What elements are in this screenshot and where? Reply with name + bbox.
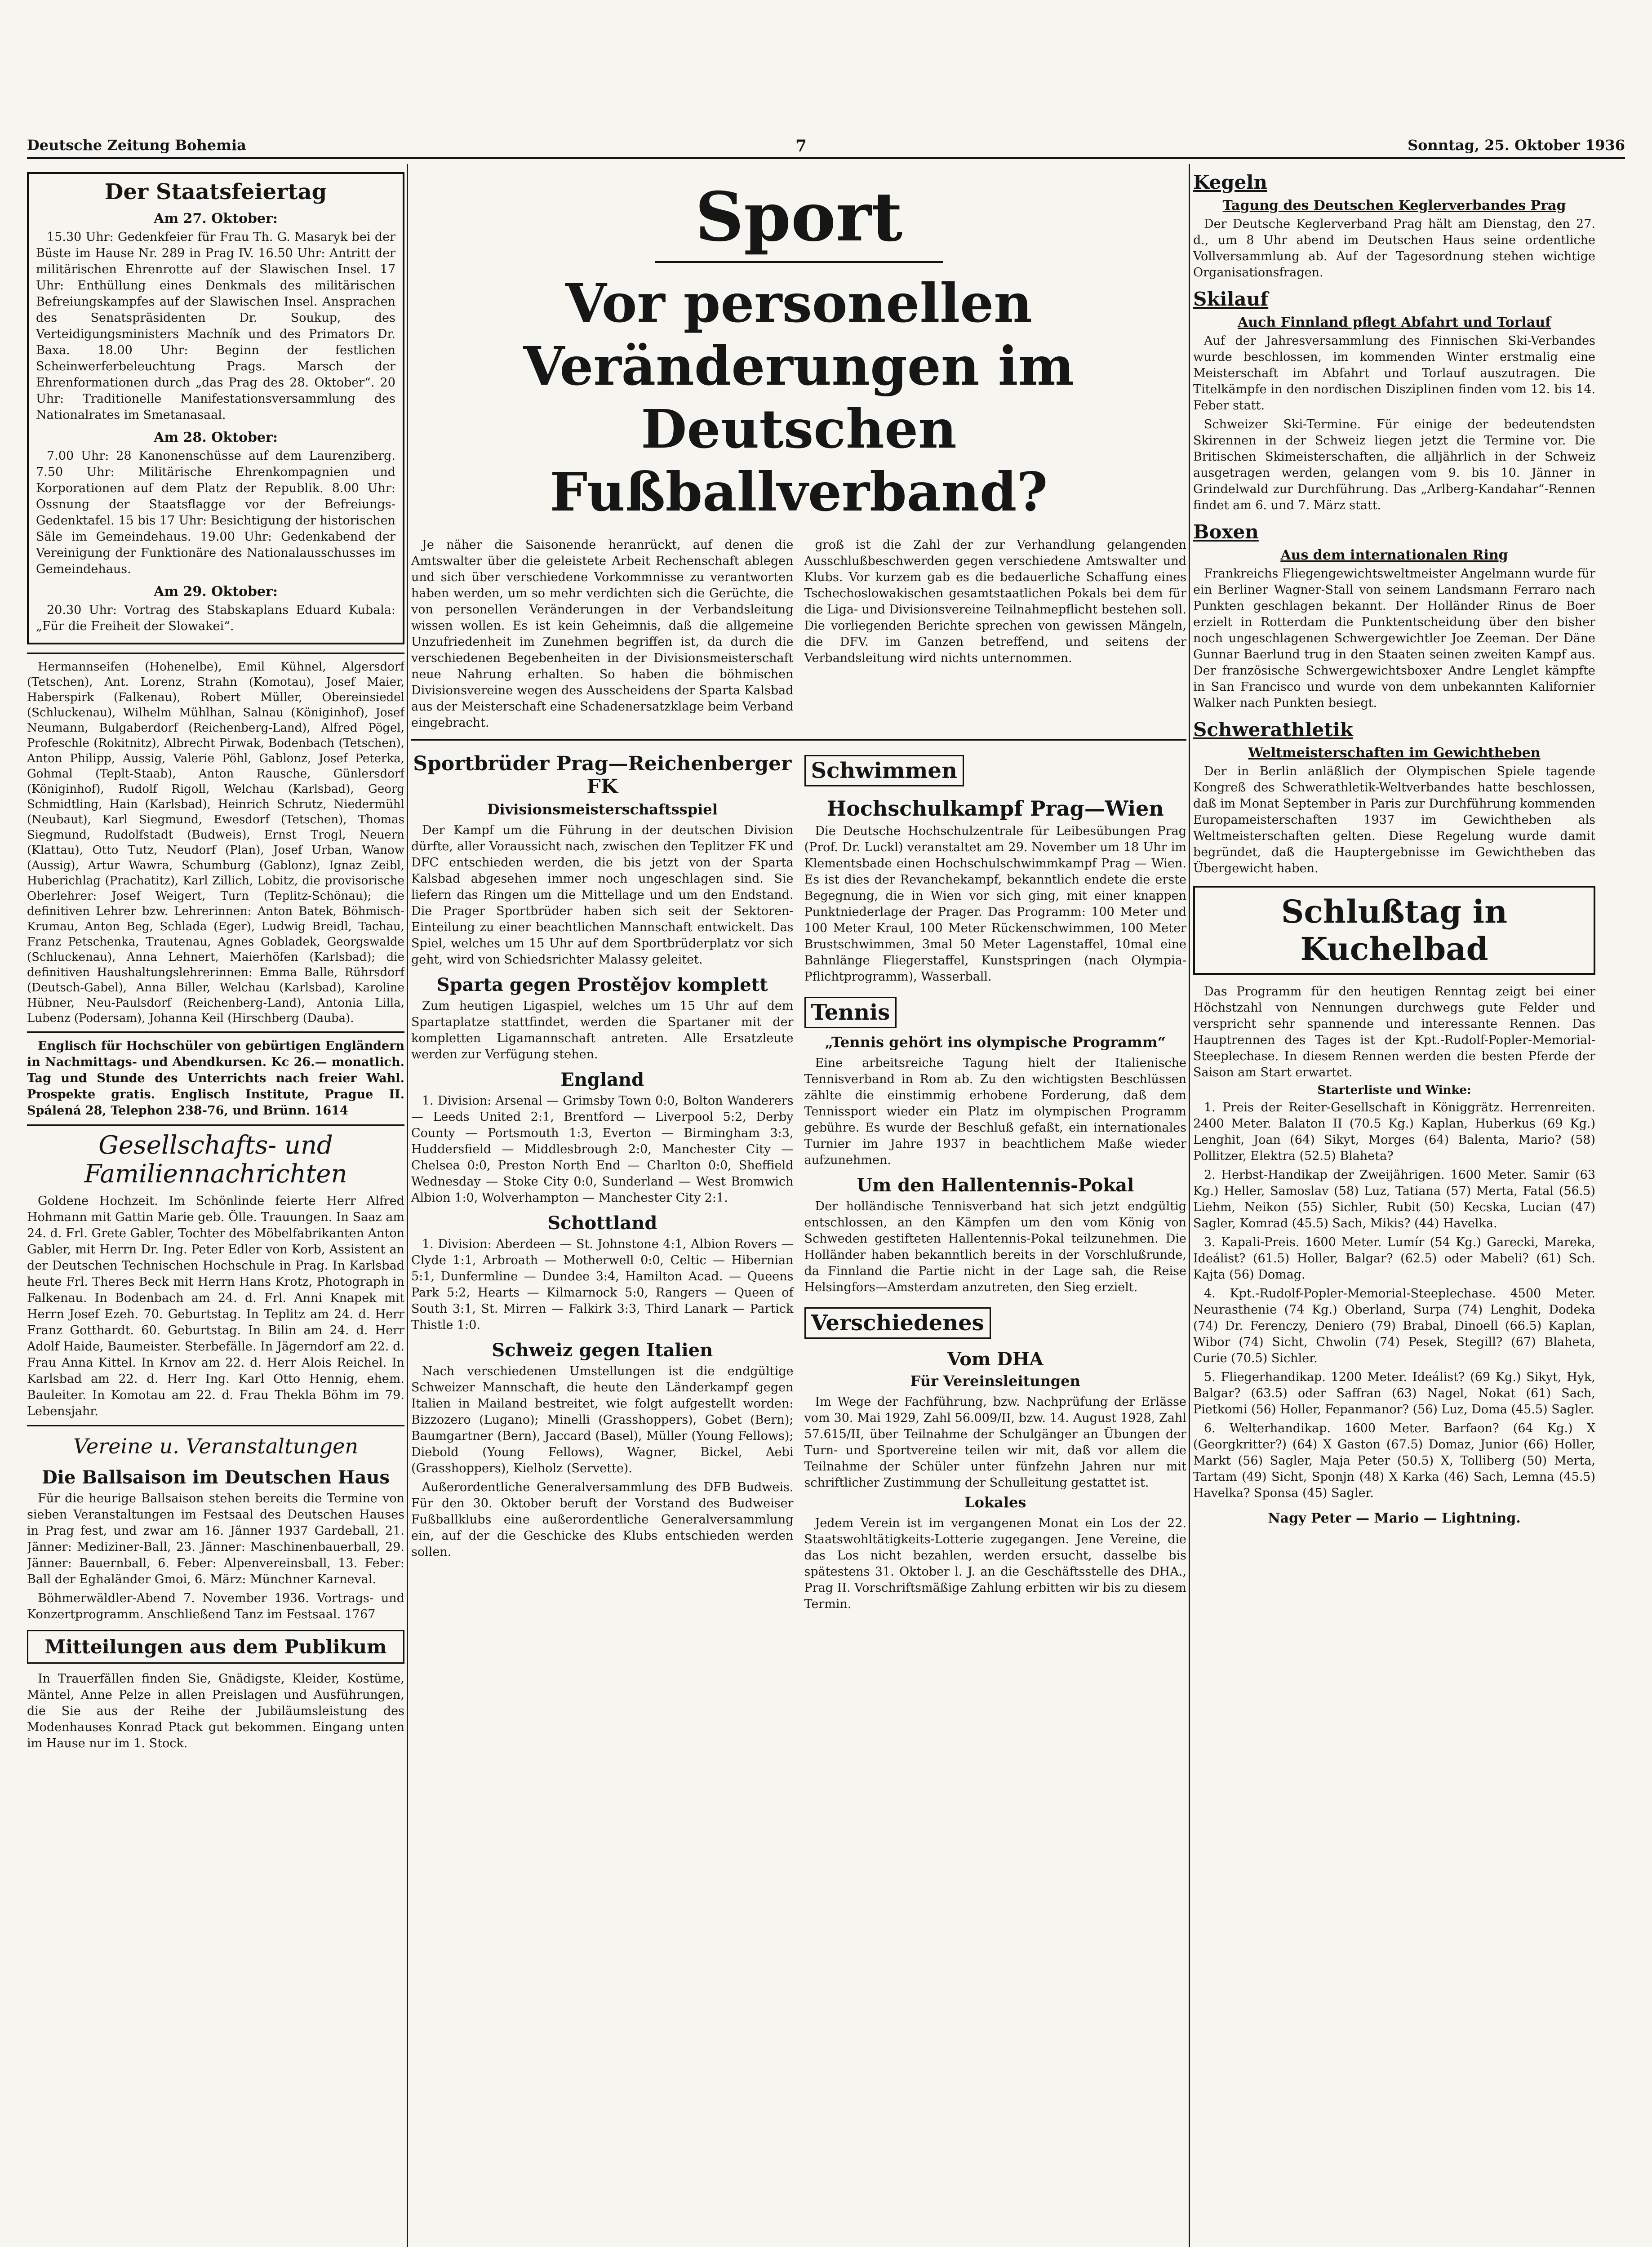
english-ad: Englisch für Hochschüler von gebürtigen Engländern in Nachmittags- und Abendkursen. Kc 26.— monatlich. Tag und Stunde des Unterrichts nach freier Wahl. Prospekte gratis. Englisch Institute, Prague II. Spálená 28, Telephon 238-76, und Brünn. 1614 — [27, 1039, 404, 1118]
race-line: 4. Kpt.-Rudolf-Popler-Memorial-Steeplechase. 4500 Meter. Neurasthenie (74 Kg.) Oberland, Surpa (74) Lenghit, Dodeka (74) Dr. Ferenczy, Deniero (79) Brabal, Dinoell (66.5) Kaplan, Wibor (74) Sicht, Chwolin (74) Pesek, Stegill? (67) Blaheta, Curie (70.5) Sichler. — [1193, 1287, 1595, 1365]
kegeln-title: Kegeln — [1193, 171, 1267, 193]
schottland-text: 1. Division: Aberdeen — St. Johnstone 4:1, Albion Rovers — Clyde 1:1, Arbroath — Motherwell 0:0, Celtic — Hibernian 5:1, Dunfermline — Dundee 3:4, Hamilton Acad. — Queens Park 5:2, Hearts — Kilmarnock 5:0, Rangers — Queen of South 3:1, St. Mirren — Falkirk 3:3, Third Lanark — Partick Thistle 1:0. — [411, 1237, 794, 1332]
teacher-list: Hermannseifen (Hohenelbe), Emil Kühnel, Algersdorf (Tetschen), Ant. Lorenz, Strahn (Komotau), Josef Maier, Haberspirk (Falkenau), Robert Müller, Obereinsiedel (Schluckenau), Wilhelm Mühlhan, Salnau (Königinhof), Josef Neumann, Bulgaberdorf (Reichenberg-Land), Alfred Pögel, Profeschle (Rokitnitz), Albrecht Pirwak, Bodenbach (Tetschen), Anton Philipp, Aussig, Valerie Pöhl, Gablonz, Josef Peterka, Gohmal (Teplt-Staab), Anton Rausche, Günlersdorf (Königinhof), Rudolf Rigoll, Welchau (Karlsbad), Georg Schmidtling, Hain (Karlsbad), Heinrich Schrutz, Niedermühl (Neubaut), Karl Siegmund, Ewesdorf (Tetschen), Thomas Siegmund, Rudolfstadt (Budweis), Ernst Trogl, Neuern (Klattau), Otto Tutz, Neudorf (Plan), Josef Urban, Wanow (Aussig), Artur Wawra, Schumburg (Gablonz), Ignaz Zeibl, Huberichlag (Prachatitz), Karl Zillich, Lobitz, die provisorische Oberlehrer: Josef Weigert, Turn (Teplitz-Schönau); die definitiven Lehrer bzw. Lehrerinnen: Anton Batek, Böhmisch-Krumau, Anton Beg, Schlada (Eger), Ludwig Breidl, Tachau, Franz Petschenka, Trautenau, Agnes Gobladek, Georgswalde (Schluckenau), Anna Lehnert, Maierhöfen (Karlsbad); die definitiven Haushaltungslehrerinnen: Emma Balle, Rührsdorf (Deutsch-Gabel), Anna Biller, Welchau (Karlsbad), Karoline Hübner, Neu-Paulsdorf (Reichenberg-Land), Antonia Lilla, Lubenz (Podersam), Johanna Keil (Hirschberg (Dauba). — [27, 660, 404, 1025]
column-divider-right — [1189, 164, 1190, 2247]
boehmerwald-text: Böhmerwäldler-Abend 7. November 1936. Vortrags- und Konzertprogramm. Anschließend Tanz im Festsaal. 1767 — [27, 1591, 404, 1621]
hochschul-title: Hochschulkampf Prag—Wien — [826, 796, 1164, 821]
kegeln-text: Der Deutsche Keglerverband Prag hält am Dienstag, den 27. d., um 8 Uhr abend im Deutschen Haus seine ordentliche Vollversammlung ab. Auf der Tagesordnung stehen wichtige Organisationsfragen. — [1193, 217, 1595, 280]
kuchelbad-box — [1193, 886, 1595, 975]
separator — [27, 1124, 404, 1126]
dha-sub: Für Vereinsleitungen — [910, 1372, 1080, 1390]
race-line: 1. Preis der Reiter-Gesellschaft in Königgrätz. Herrenreiten. 2400 Meter. Balaton II (70.5 Kg.) Kaplan, Huberkus (69 Kg.) Lenghit, Joan (64) Sikyt, Morges (64) Balenta, Mario? (58) Pollitzer, Elektra (52.5) Blaheta? — [1193, 1101, 1595, 1163]
lokales-text: Jedem Verein ist im vergangenen Monat ein Los der 22. Staatswohltätigkeits-Lotterie zugegangen. Jene Vereine, die das Los nicht bezahlen, werden ersucht, dasselbe bis spätestens 31. Oktober l. J. an die Geschäftsstelle des DHA., Prag II. Vorschriftsmäßige Zahlung erbitten wir bis zu diesem Termin. — [804, 1516, 1186, 1611]
lead-right: groß ist die Zahl der zur Verhandlung gelangenden Ausschlußbeschwerden gegen verschiedene Amtswalter und Klubs. Vor kurzem gab es die bedauerliche Schaffung eines Tschechoslowakischen gesamtstaatlichen Pokals bei dem für die Liga- und Divisionsvereine Teilnahmepflicht bestehen soll. Die vorliegenden Berichte sprechen von gewissen Mängeln, die DFV. im Ganzen betreffend, und seitens der Verbandsleitung wird nichts unternommen. — [804, 538, 1186, 665]
schwerathletik-sub: Weltmeisterschaften im Gewichtheben — [1248, 745, 1541, 761]
dha-text: Im Wege der Fachführung, bzw. Nachprüfung der Erlässe vom 30. Mai 1929, Zahl 56.009/II, bzw. 14. August 1928, Zahl 57.615/II, über Teilnahme der Schulgänger an Übungen der Turn- und Sportvereine teilen wir mit, daß vor allem die Teilnahme der Schüler unter fünfzehn Jahren nur mit schriftlicher Zustimmung der Schulleitung gestattet ist. — [804, 1395, 1186, 1490]
sportbrueder-sub: Divisionsmeisterschaftsspiel — [487, 801, 718, 818]
england-text: 1. Division: Arsenal — Grimsby Town 0:0, Bolton Wanderers — Leeds United 2:1, Brentford — Liverpool 5:2, Derby County — Portsmouth 1:3, Everton — Birmingham 3:3, Huddersfield — Middlesbrough 2:0, Manchester City — Chelsea 0:0, Preston North End — Charlton 0:0, Sheffield Wednesday — Stoke City 0:0, Sunderland — West Bromwich Albion 1:0, Wolverhampton — Manchester City 2:1. — [411, 1094, 794, 1205]
oct27-text: 15.30 Uhr: Gedenkfeier für Frau Th. G. Masaryk bei der Büste im Hause Nr. 289 in Prag IV. 16.50 Uhr: Antritt der militärischen Ehrenrotte auf der Slawischen Insel. 17 Uhr: Enthüllung eines Denkmals des militärischen Befreiungskampfes auf der Slawischen Insel. Ansprachen des Senatspräsidenten Dr. Soukup, des Verteidigungsministers Machník und des Primators Dr. Baxa. 18.00 Uhr: Beginn der festlichen Scheinwerferbeleuchtung Prags. Marsch der Ehrenformationen durch „das Prag des 28. Oktober“. 20 Uhr: Traditionelle Manifestationsversammlung des Nationalrates im Smetanasaal. — [36, 230, 395, 422]
sport-section — [411, 164, 1186, 2247]
mitteilungen-box — [27, 1630, 404, 1664]
other-sports-column — [804, 746, 1187, 1615]
schwimmen-title: Schwimmen — [804, 755, 964, 786]
masthead-date: Sonntag, 25. Oktober 1936 — [1408, 137, 1625, 154]
sportbrueder-text: Der Kampf um die Führung in der deutschen Division dürfte, aller Voraussicht nach, zwischen den Teplitzer FK und DFC entschieden werden, die bis jetzt von der Sparta Kalsbad abgesehen immer noch ungeschlagen sind. Sie liefern das Ringen um die Mittellage und um den Endstand. Die Prager Sportbrüder haben sich seit der Sektoren-Einteilung zu einer beachtlichen Mannschaft entwickelt. Das Spiel, welches um 15 Uhr auf dem Sportbrüderplatz vor sich geht, wird von Schiedsrichter Malassy geleitet. — [411, 823, 794, 967]
oct29-heading: Am 29. Oktober: — [154, 584, 278, 599]
race-line: 5. Fliegerhandikap. 1200 Meter. Ideálist? (69 Kg.) Sikyt, Hyk, Balgar? (63.5) oder Saffran (63) Nagel, Nokat (61) Sach, Pietkomi (56) Holler, Fepanmanor? (56) Luz, Doma (45.5) Sagler. — [1193, 1370, 1595, 1417]
lead-left: Je näher die Saisonende heranrückt, auf denen die Amtswalter über die geleistete Arbeit Rechenschaft ablegen und sich über verschiedene Vorkommnisse zu verantworten haben werden, um so mehr verdichten sich die Gerüchte, die von personellen Veränderungen in der Verbandsleitung wissen wollen. Es ist kein Geheimnis, daß die allgemeine Unzufriedenheit im Zunehmen begriffen ist, da durch die verschiedenen Begebenheiten in der Divisionsmeisterschaft neue Nahrung erhalten. So haben die böhmischen Divisionsvereine wegen des Ausscheidens der Sparta Kalsbad aus der Meisterschaft eine Schadenersatzklage beim Verband eingebracht. — [411, 538, 794, 730]
masthead-paper-name: Deutsche Zeitung Bohemia — [27, 137, 246, 154]
schwerathletik-title: Schwerathletik — [1193, 719, 1353, 741]
column-divider-left — [407, 164, 408, 2247]
mitteilungen-text: In Trauerfällen finden Sie, Gnädigste, Kleider, Kostüme, Mäntel, Anne Pelze in allen Preislagen und Ausführungen, die Sie aus der Reihe der Jubiläumsleistung des Modenhauses Konrad Ptack gut bekommen. Eingang unten im Hause nur im 1. Stock. — [27, 1672, 404, 1750]
race-line: 6. Welterhandikap. 1600 Meter. Barfaon? (64 Kg.) X (Georgkritter?) (64) X Gaston (67.5) Domaz, Junior (66) Holler, Markt (56) Sagler, Maja Peter (50.5) X, Tolliberg (50) Merta, Tartam (49) Sicht, Sponjn (48) X Karka (46) Sach, Lemna (45.5) Havelka? Sponsa (45) Sagler. — [1193, 1421, 1595, 1500]
sport-columns — [411, 746, 1186, 1615]
separator — [411, 739, 1186, 741]
masthead-page-number: 7 — [795, 137, 807, 155]
schottland-title: Schottland — [547, 1212, 657, 1234]
gesellschaft-text: Goldene Hochzeit. Im Schönlinde feierte Herr Alfred Hohmann mit Gattin Marie geb. Ölle. Trauungen. In Saaz am 24. d. Frl. Grete Gabler, Tochter des Möbelfabrikanten Anton Gabler, mit Herrn Dr. Ing. Peter Edler von Korb, Assistent an der Deutschen Technischen Hochschule in Prag. In Karlsbad heute Frl. Theres Beck mit Herrn Hans Krotz, Photograph in Falkenau. In Bodenbach am 24. d. Frl. Anni Knapek mit Herrn Josef Ezeh. 70. Geburtstag. In Teplitz am 24. d. Herr Franz Gotthardt. 60. Geburtstag. In Bilin am 24. d. Herr Adolf Haide, Baumeister. Sterbefälle. In Jägerndorf am 22. d. Frau Anna Kittel. In Krnov am 22. d. Herr Alois Reichel. In Karlsbad am 22. d. Herr Ing. Karl Otto Hennig, ehem. Bauleiter. In Komotau am 22. d. Frau Thekla Böhm im 79. Lebensjahr. — [27, 1194, 404, 1418]
left-column — [27, 164, 404, 2247]
kuchelbad-text: Das Programm für den heutigen Renntag zeigt bei einer Höchstzahl von Nennungen durchwegs gute Felder und verspricht sehr spannende und interessante Rennen. Das Hauptrennen des Tages ist der Kpt.-Rudolf-Popler-Memorial-Steeplechase. In diesem Rennen werden die besten Pferde der Saison am Start erwartet. — [1193, 985, 1595, 1079]
kuchelbad-title: Schlußtag in Kuchelbad — [1281, 893, 1508, 968]
boxen-text: Frankreichs Fliegengewichtsweltmeister Angelmann wurde für ein Berliner Wagner-Stall von seinem Landsmann Ferraro nach Punkten geschlagen bekannt. Der Holländer Rinus de Boer erzielt in Rotterdam die Punktentscheidung über den bisher noch ungeschlagenen Schwergewichtler Joe Zeeman. Der Däne Gunnar Baerlund trug in den Staaten seinen zweiten Kampf aus. Der französische Schwergewichtsboxer Andre Lenglet kämpfte in San Francisco und wurde von dem unbekannten Kalifornier Walker nach Punkten besiegt. — [1193, 567, 1595, 710]
schweiz-text: Nach verschiedenen Umstellungen ist die endgültige Schweizer Mannschaft, die heute den Länderkampf gegen Italien in Mailand bestreitet, wie folgt aufgestellt worden: Bizzozero (Lugano); Minelli (Grasshoppers), Gobet (Bern); Baumgartner (Bern), Jaccard (Basel), Müller (Young Fellows); Diebold (Young Fellows), Wagner, Bickel, Aebi (Grasshoppers), Kielholz (Servette). — [411, 1364, 794, 1475]
gesellschaft-title: Gesellschafts- und Familiennachrichten — [84, 1131, 347, 1189]
masthead-rule — [27, 157, 1625, 159]
mitteilungen-title: Mitteilungen aus dem Publikum — [44, 1636, 387, 1658]
staatsfeiertag-title: Der Staatsfeiertag — [104, 179, 327, 204]
tennis-text: Eine arbeitsreiche Tagung hielt der Italienische Tennisverband in Rom ab. Zu den wichtigsten Beschlüssen zählte die einstimmig erhobene Forderung, daß dem Tennissport wieder ein Platz im olympischen Programm gebühre. Es wurde der Beschluß gefaßt, ein internationales Turnier im Jahre 1937 in beachtlichem Maße wieder aufzunehmen. — [804, 1056, 1186, 1167]
dha-title: Vom DHA — [947, 1349, 1044, 1370]
race-line: 2. Herbst-Handikap der Zweijährigen. 1600 Meter. Samir (63 Kg.) Heller, Samoslav (58) Luz, Tatiana (57) Merta, Fatal (56.5) Liehm, Neikon (55) Sichler, Rubit (50) Kecska, Lucian (47) Sagler, Komrad (45.5) Sach, Mikis? (44) Havelka. — [1193, 1168, 1595, 1230]
separator — [27, 1031, 404, 1033]
separator — [27, 653, 404, 654]
sparta-text: Zum heutigen Ligaspiel, welches um 15 Uhr auf dem Spartaplatze stattfindet, werden die Spartaner mit der kompletten Ligamannschaft antreten. Alle Ersatzleute werden zur Verfügung stehen. — [411, 999, 794, 1061]
football-column — [411, 746, 794, 1615]
ski-termine-text: Schweizer Ski-Termine. Für einige der bedeutendsten Skirennen in der Schweiz liegen jetzt die Termine vor. Die Britischen Skimeisterschaften, die alljährlich in der Schweiz ausgetragen werden, gelangen vom 9. bis 10. Jänner in Grindelwald zur Durchführung. Das „Arlberg-Kandahar“-Rennen findet am 6. und 7. März statt. — [1193, 417, 1595, 512]
final-tip: Nagy Peter — Mario — Lightning. — [1268, 1510, 1521, 1526]
verschiedenes-title: Verschiedenes — [804, 1307, 991, 1339]
masthead — [27, 137, 1625, 155]
boxen-title: Boxen — [1193, 521, 1259, 543]
lead-article — [411, 537, 1186, 734]
hochschul-text: Die Deutsche Hochschulzentrale für Leibesübungen Prag (Prof. Dr. Luckl) veranstaltet am 29. November um 18 Uhr im Klementsbade einen Hochschulschwimmkampf Prag — Wien. Es ist dies der Revanchekampf, bekanntlich endete die erste Begegnung, die in Wien vor sich ging, mit einer knappen Punktniederlage der Prager. Das Programm: 100 Meter und 100 Meter Kraul, 100 Meter Rückenschwimmen, 100 Meter Brustschwimmen, 3mal 50 Meter Lagenstaffel, 10mal eine Bahnlänge Fliegerstaffel, Kunstspringen (nach Olympia-Pflichtprogramm), Wasserball. — [804, 824, 1186, 984]
schweiz-title: Schweiz gegen Italien — [492, 1340, 713, 1361]
pokal-title: Um den Hallentennis-Pokal — [857, 1175, 1134, 1196]
oct29-text: 20.30 Uhr: Vortrag des Stabskaplans Eduard Kubala: „Für die Freiheit der Slowakei“. — [36, 603, 395, 633]
race-line: 3. Kapali-Preis. 1600 Meter. Lumír (54 Kg.) Garecki, Mareka, Ideálist? (61.5) Holler, Balgar? (62.5) oder Mabeli? (61) Sch. Kajta (56) Domag. — [1193, 1235, 1595, 1282]
boxen-sub: Aus dem internationalen Ring — [1280, 547, 1508, 563]
skilauf-text: Auf der Jahresversammlung des Finnischen Ski-Verbandes wurde beschlossen, im kommenden Winter erstmalig eine Meisterschaft im Abfahrt und Torlauf auszutragen. Die Titelkämpfe in den nordischen Disziplinen finden vom 12. bis 14. Feber statt. — [1193, 334, 1595, 413]
pokal-text: Der holländische Tennisverband hat sich jetzt endgültig entschlossen, an den Kämpfen um den vom König von Schweden gestifteten Hallentennis-Pokal teilzunehmen. Die Holländer haben bekanntlich bereits in der Vorschlußrunde, da Finnland die Partie nicht in der Lage sah, die Reise Helsingfors—Amsterdam anzutreten, den Sieg erzielt. — [804, 1199, 1186, 1294]
staatsfeiertag-box — [27, 172, 404, 644]
lokales-title: Lokales — [964, 1494, 1026, 1511]
kegeln-sub: Tagung des Deutschen Keglerverbandes Prag — [1222, 198, 1566, 213]
england-title: England — [560, 1069, 644, 1090]
skilauf-title: Skilauf — [1193, 288, 1269, 310]
vereine-title: Vereine u. Veranstaltungen — [73, 1434, 358, 1458]
main-headline: Vor personellen Veränderungen im Deutschen Fußballverband? — [523, 272, 1075, 523]
right-column — [1193, 164, 1595, 2247]
separator — [27, 1425, 404, 1426]
sparta-title: Sparta gegen Prostějov komplett — [436, 974, 768, 995]
schwerathletik-text: Der in Berlin anläßlich der Olympischen Spiele tagende Kongreß des Schwerathletik-Weltverbandes hatte beschlossen, daß im Monat September in Paris zur Durchführung kommenden Europameisterschaften 1937 im Gewichtheben als Weltmeisterschaften gelten. Diese Regelung wurde damit begründet, daß die Hauptergebnisse im Gewichtheben das Übergewicht haben. — [1193, 764, 1595, 875]
skilauf-sub: Auch Finnland pflegt Abfahrt und Torlauf — [1238, 315, 1551, 330]
ballsaison-title: Die Ballsaison im Deutschen Haus — [41, 1467, 390, 1488]
dfb-text: Außerordentliche Generalversammlung des DFB Budweis. Für den 30. Oktober beruft der Vorstand des Budweiser Fußballklubs eine außerordentliche Generalversammlung ein, auf der die Geschicke des Klubs entschieden werden sollen. — [411, 1480, 794, 1559]
ballsaison-text: Für die heurige Ballsaison stehen bereits die Termine von sieben Veranstaltungen im Festsaal des Deutschen Hauses in Prag fest, und zwar am 16. Jänner 1937 Gardeball, 21. Jänner: Mediziner-Ball, 23. Jänner: Maschinenbauerball, 29. Jänner: Bauernball, 6. Feber: Alpenvereinsball, 13. Feber: Ball der Eghaländer Gmoi, 6. März: Münchner Karneval. — [27, 1492, 404, 1586]
oct28-text: 7.00 Uhr: 28 Kanonenschüsse auf dem Laurenziberg. 7.50 Uhr: Militärische Ehrenkompagnien und Korporationen auf dem Platz der Republik. 8.00 Uhr: Ossnung der Staatsflagge vor der Befreiungs-Gedenktafel. 15 bis 17 Uhr: Besichtigung der historischen Säle im Gemeindehaus. 19.00 Uhr: Gedenkabend der Vereinigung der Funktionäre des Nationalausschusses im Gemeindehaus. — [36, 449, 395, 576]
sportbrueder-title: Sportbrüder Prag—Reichenberger FK — [413, 752, 792, 798]
sport-title: Sport — [655, 178, 943, 263]
oct27-heading: Am 27. Oktober: — [154, 211, 278, 226]
tennis-title: Tennis — [804, 997, 897, 1028]
oct28-heading: Am 28. Oktober: — [154, 430, 278, 445]
tennis-sub: „Tennis gehört ins olympische Programm“ — [825, 1034, 1166, 1051]
starterliste-title: Starterliste und Winke: — [1317, 1084, 1471, 1097]
